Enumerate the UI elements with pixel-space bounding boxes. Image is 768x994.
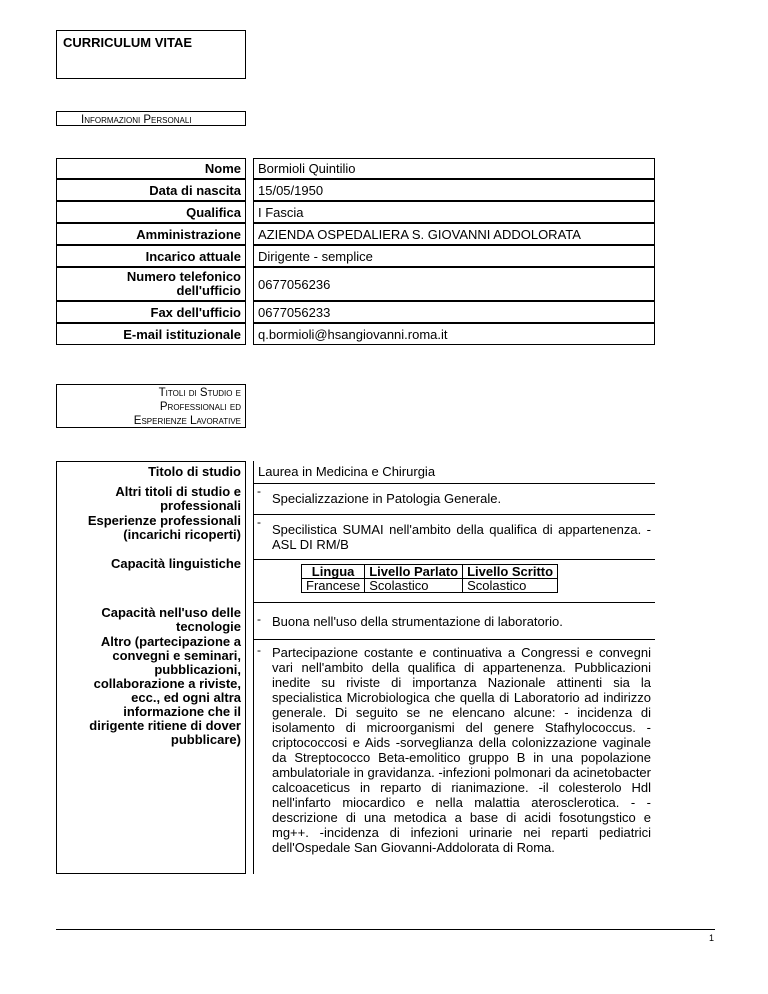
label-amministrazione: Amministrazione [56, 223, 246, 245]
table-cell: Scolastico [365, 579, 463, 593]
cv-title: CURRICULUM VITAE [63, 35, 193, 50]
value-amministrazione: AZIENDA OSPEDALIERA S. GIOVANNI ADDOLORATA [253, 223, 655, 245]
value-altri-titoli: Specializzazione in Patologia Generale. [272, 491, 502, 506]
label-tecnologie: Capacità nell'uso delle tecnologie [101, 605, 241, 634]
value-tecnologie: Buona nell'uso della strumentazione di laboratorio. [272, 614, 563, 629]
value-qualifica: I Fascia [253, 201, 655, 223]
value-fax: 0677056233 [253, 301, 655, 323]
label-telefono: Numero telefonico dell'ufficio [56, 267, 246, 301]
column-header: Livello Scritto [463, 565, 558, 579]
label-titolo-studio: Titolo di studio [148, 464, 241, 479]
dash-marker: - [257, 484, 261, 498]
language-table [301, 564, 558, 593]
value-altro: Partecipazione costante e continuativa a Congressi e convegni vari nell'ambito della qualifica di appartenenza. Pubblicazioni inedite su riviste di importanza Nazionale attinenti sia la specialistica Microbiologica che quella di Laboratorio ad indirizzo generale. Di seguito se ne elencano alcune: - incidenza di isolamento di microorganismi del genere Stafhylococcus. -criptococcosi e Aids -sorveglianza della colonizzazione vaginale da Streptococco Beta-emolitico gruppo B in una popolazione ambulatoriale in gravidanza. -infezioni polmonari da acinetobacter calcoaceticus in reparto di rianimazione. -il colesterolo Hdl nell'infarto miocardico e nella malattia aterosclerotica. - -descrizione di una metodica a base di acidi fosotungstico e mg++. -incidenza di infezioni urinarie nei reparti pediatrici dell'Ospedale San Giovanni-Addolorata di Roma. [272, 645, 651, 855]
column-header: Lingua [302, 565, 365, 579]
value-email: q.bormioli@hsangiovanni.roma.it [253, 323, 655, 345]
label-altro: Altro (partecipazione a convegni e seminari, pubblicazioni, collaborazione a riviste, ecc., ed ogni altra informazione che il dirigente ritiene di dover pubblicare) [89, 634, 241, 747]
table-header-row [302, 565, 558, 579]
value-tecnologie-cell [253, 602, 655, 639]
label-esperienze: Esperienze professionali (incarichi ricoperti) [87, 513, 241, 542]
value-altro-cell [253, 639, 655, 874]
titles-label-column [56, 461, 246, 874]
value-altri-titoli-cell [253, 483, 655, 514]
label-altri-titoli: Altri titoli di studio e professionali [115, 484, 241, 513]
value-titolo-studio-cell [253, 461, 655, 483]
label-nome: Nome [56, 158, 246, 179]
footer-divider [56, 929, 715, 930]
page-number: 1 [708, 933, 714, 943]
column-header: Livello Parlato [365, 565, 463, 579]
label-qualifica: Qualifica [56, 201, 246, 223]
value-esperienze-cell [253, 514, 655, 559]
value-esperienze: Specilistica SUMAI nell'ambito della qualifica di appartenenza. - ASL DI RM/B [272, 522, 651, 552]
table-cell: Francese [302, 579, 365, 593]
value-nome: Bormioli Quintilio [253, 158, 655, 179]
table-cell: Scolastico [463, 579, 558, 593]
cv-title-box [56, 30, 246, 79]
label-nascita: Data di nascita [56, 179, 246, 201]
label-fax: Fax dell'ufficio [56, 301, 246, 323]
value-incarico: Dirigente - semplice [253, 245, 655, 267]
table-row [302, 579, 558, 593]
section-header-personal: Informazioni Personali [56, 111, 246, 126]
value-telefono: 0677056236 [253, 267, 655, 301]
dash-marker: - [257, 643, 261, 657]
value-titolo-studio: Laurea in Medicina e Chirurgia [258, 464, 436, 479]
dash-marker: - [257, 515, 261, 529]
label-incarico: Incarico attuale [56, 245, 246, 267]
label-email: E-mail istituzionale [56, 323, 246, 345]
value-nascita: 15/05/1950 [253, 179, 655, 201]
label-lingue: Capacità linguistiche [110, 556, 241, 571]
section-header-titles: Titoli di Studio e Professionali ed Esperienze Lavorative [56, 384, 246, 428]
dash-marker: - [257, 612, 261, 626]
